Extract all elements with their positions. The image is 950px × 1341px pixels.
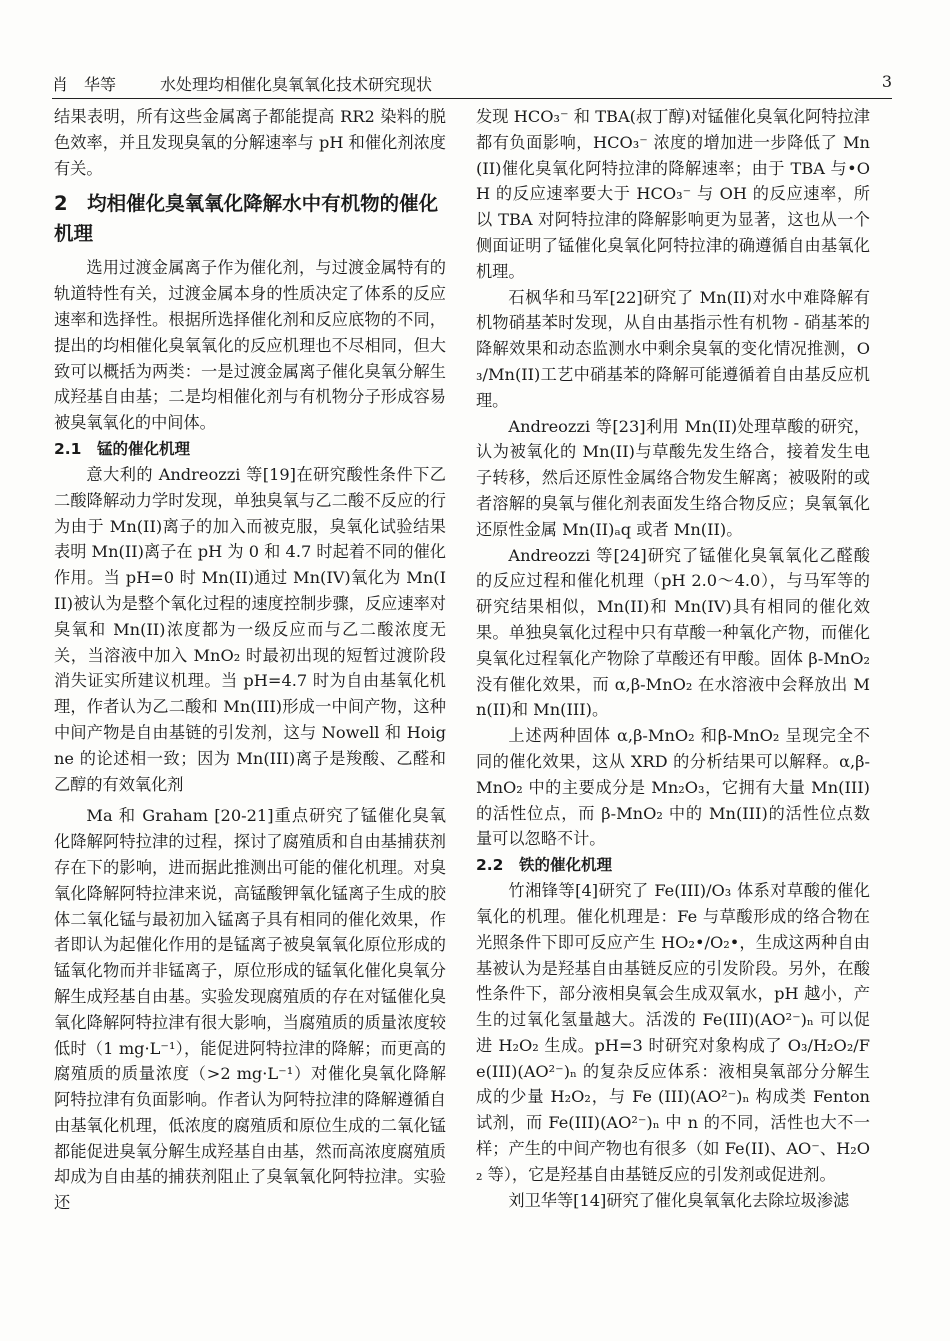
paragraph-andreozzi-oxalic: 意大利的 Andreozzi 等[19]在研究酸性条件下乙二酸降解动力学时发现，单独臭氧与乙二酸不反应的行为由于 Mn(II)离子的加入而被克服，臭氧化试验结果表明 Mn(II)离子在 pH 为 0 和 4.7 时起着不同的催化作用。当 pH=0 时 Mn(II)通过 Mn(IV)氧化为 Mn(III)被认为是整个氧化过程的速度控制步骤，反应速率对臭氧和 Mn(II)浓度都为一级反应而与乙二酸浓度无关，当溶液中加入 MnO₂ 时最初出现的短暂过渡阶段消失证实所建议机理。当 pH=4.7 时为自由基氧化机理，作者认为乙二酸和 Mn(III)形成一中间产物，这种中间产物是自由基链的引发剂，这与 Nowell 和 Hoigne 的论述相一致；因为 Mn(III)离子是羧酸、乙醛和乙醇的有效氧化剂 (54, 464, 446, 794)
paragraph-andreozzi-24: Andreozzi 等[24]研究了锰催化臭氧氧化乙醛酸的反应过程和催化机理（pH 2.0～4.0），与马军等的研究结果相似，Mn(II)和 Mn(IV)具有相同的催化效果。单独臭氧化过程中只有草酸一种氧化产物，而催化臭氧化过程氧化产物除了草酸还有甲酸。固体 β-MnO₂ 没有催化效果，而 α,β-MnO₂ 在水溶液中会释放出 Mn(II)和 Mn(III)。 (476, 545, 870, 720)
subsection-2-2-heading: 2.2 铁的催化机理 (476, 856, 612, 875)
running-head-author: 肖 华等 (52, 75, 117, 94)
left-column (54, 104, 446, 1216)
right-column (476, 104, 870, 1213)
paragraph-liu-landfill: 刘卫华等[14]研究了催化臭氧氧化去除垃圾渗滤 (508, 1190, 850, 1210)
paragraph-shi-ma: 石枫华和马军[22]研究了 Mn(II)对水中难降解有机物硝基苯时发现，从自由基指示性有机物 - 硝基苯的降解效果和动态监测水中剩余臭氧的变化情况推测，O₃/Mn(II)工艺中硝基苯的降解可能遵循着自由基反应机理。 (476, 287, 870, 410)
subsection-2-1-heading: 2.1 锰的催化机理 (54, 439, 190, 458)
section-2-heading: 2 均相催化臭氧氧化降解水中有机物的催化机理 (54, 192, 439, 246)
paragraph-hco3-tba: 发现 HCO₃⁻ 和 TBA(叔丁醇)对锰催化臭氧化阿特拉津都有负面影响，HCO₃⁻ 浓度的增加进一步降低了 Mn(II)催化臭氧化阿特拉津的降解速率；由于 TBA 与•OH 的反应速率要大于 HCO₃⁻ 与 OH 的反应速率，所以 TBA 对阿特拉津的降解影响更为显著，这也从一个侧面证明了锰催化臭氧化阿特拉津的确遵循自由基氧化机理。 (476, 107, 870, 281)
page-number: 3 (881, 72, 892, 91)
running-head (52, 72, 892, 98)
paragraph-catalyst-selection: 选用过渡金属离子作为催化剂，与过渡金属特有的轨道特性有关，过渡金属本身的性质决定了体系的反应速率和选择性。根据所选择催化剂和反应底物的不同，提出的均相催化臭氧氧化的反应机理也不尽相同，但大致可以概括为两类：一是过渡金属离子催化臭氧分解生成羟基自由基；二是均相催化剂与有机物分子形成容易被臭氧氧化的中间体。 (54, 258, 446, 433)
paragraph-zhu-iron: 竹湘锋等[4]研究了 Fe(III)/O₃ 体系对草酸的催化氧化的机理。催化机理是：Fe 与草酸形成的络合物在光照条件下即可反应产生 HO₂•/O₂•，生成这两种自由基被认为是羟基自由基链反应的引发阶段。另外，在酸性条件下，部分液相臭氧会生成双氧水，pH 越小，产生的过氧化氢量越大。活泼的 Fe(III)(AO²⁻)ₙ 可以促进 H₂O₂ 生成。pH=3 时研究对象构成了 O₃/H₂O₂/Fe(III)(AO²⁻)ₙ 的复杂反应体系：液相臭氧部分分解生成的少量 H₂O₂，与 Fe (III)(AO²⁻)ₙ 构成类 Fenton 试剂，而 Fe(III)(AO²⁻)ₙ 中 n 的不同，活性也大不一样；产生的中间产物也有很多（如 Fe(II)、AO⁻、H₂O₂ 等），它是羟基自由基链反应的引发剂或促进剂。 (476, 881, 870, 1184)
paragraph-mno2-xrd: 上述两种固体 α,β-MnO₂ 和β-MnO₂ 呈现完全不同的催化效果，这从 XRD 的分析结果可以解释。α,β-MnO₂ 中的主要成分是 Mn₂O₃，它拥有大量 Mn(III)的活性位点，而 β-MnO₂ 中的 Mn(III)的活性位点数量可以忽略不计。 (476, 726, 870, 849)
paragraph-ma-graham: Ma 和 Graham [20-21]重点研究了锰催化臭氧化降解阿特拉津的过程，探讨了腐殖质和自由基捕获剂存在下的影响，进而据此推测出可能的催化机理。对臭氧化降解阿特拉津来说，高锰酸钾氧化锰离子生成的胶体二氧化锰与最初加入锰离子具有相同的催化效果，作者即认为起催化作用的是锰离子被臭氧氧化原位形成的锰氧化物而并非锰离子，原位形成的锰氧化催化臭氧分解生成羟基自由基。实验发现腐殖质的存在对锰催化臭氧化降解阿特拉津有很大影响，当腐殖质的质量浓度较低时（1 mg·L⁻¹），能促进阿特拉津的降解；而更高的腐殖质的质量浓度（>2 mg·L⁻¹）对催化臭氧化降解阿特拉津有负面影响。作者认为阿特拉津的降解遵循自由基氧化机理，低浓度的腐殖质和原位生成的二氧化锰都能促进臭氧分解生成羟基自由基，然而高浓度腐殖质却成为自由基的捕获剂阻止了臭氧氧化阿特拉津。实验还 (54, 806, 446, 1213)
running-head-title: 水处理均相催化臭氧氧化技术研究现状 (160, 75, 433, 94)
header-rule (52, 98, 892, 99)
paragraph-andreozzi-23: Andreozzi 等[23]利用 Mn(II)处理草酸的研究，认为被氧化的 Mn(II)与草酸先发生络合，接着发生电子转移，然后还原性金属络合物发生解离；被吸附的或者溶解的臭氧与催化剂表面发生络合物反应；臭氧氧化还原性金属 Mn(II)ₐq 或者 Mn(II)。 (476, 416, 870, 539)
paragraph-continued: 结果表明，所有这些金属离子都能提高 RR2 染料的脱色效率，并且发现臭氧的分解速率与 pH 和催化剂浓度有关。 (54, 107, 446, 178)
